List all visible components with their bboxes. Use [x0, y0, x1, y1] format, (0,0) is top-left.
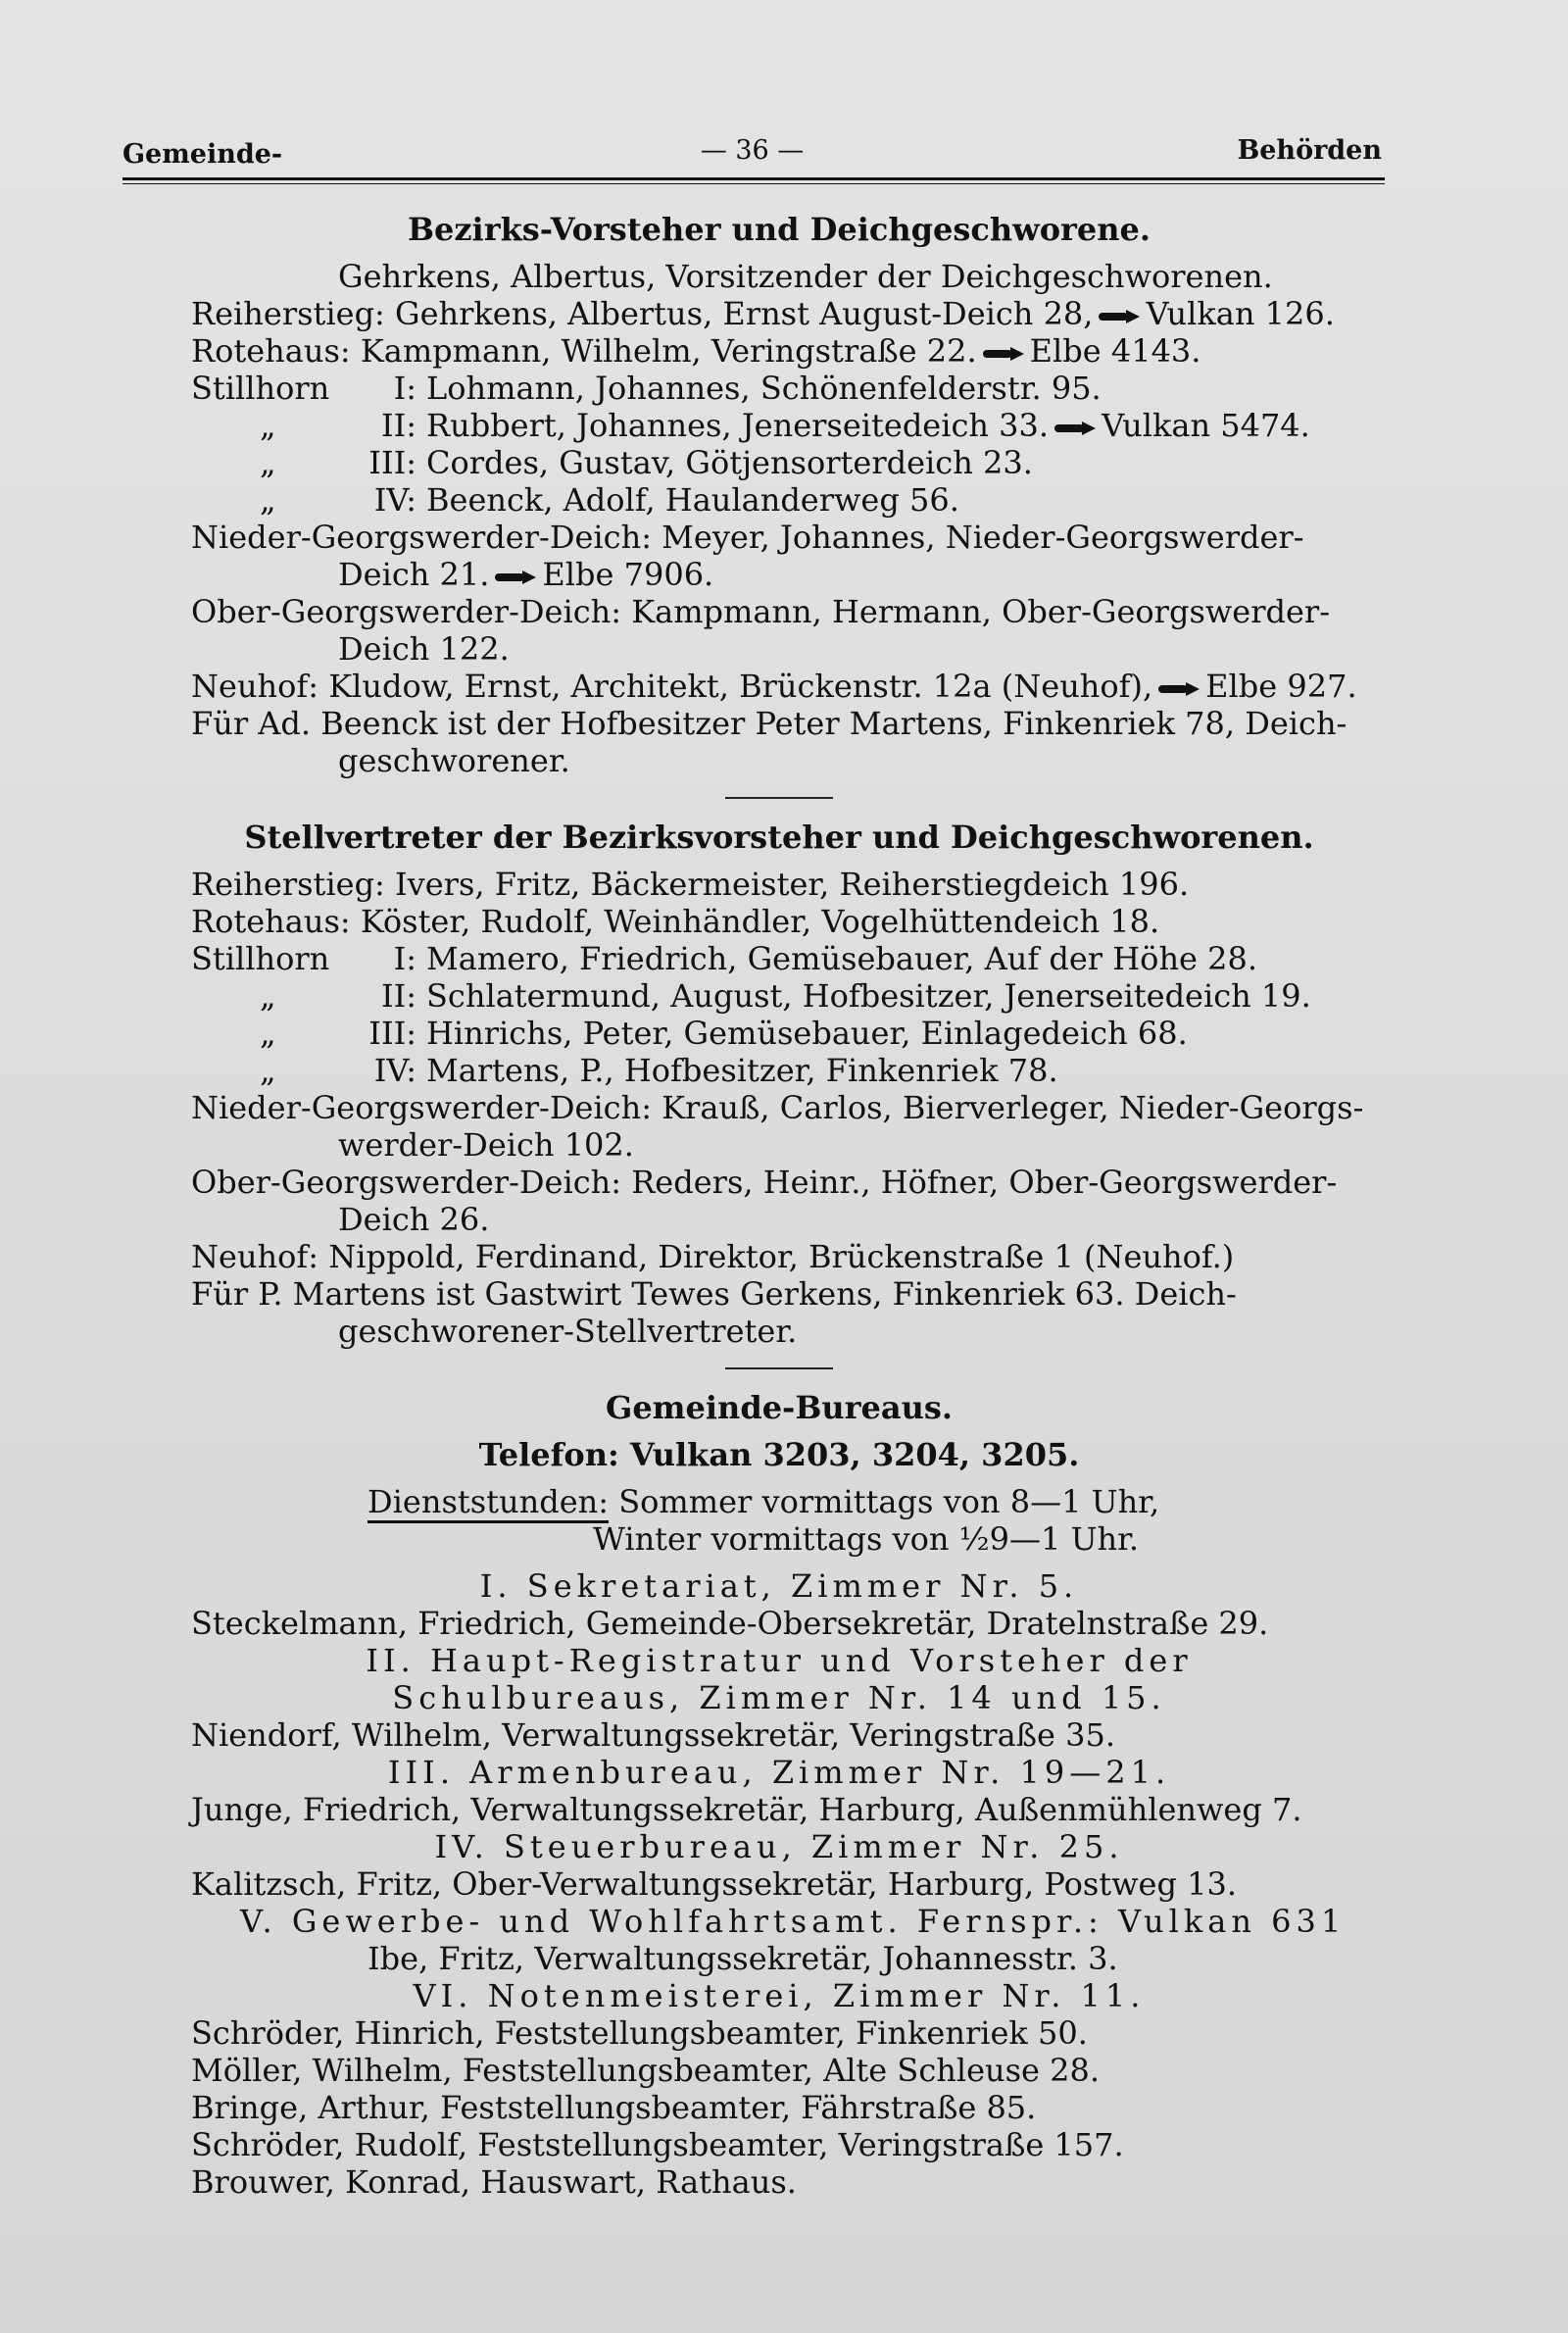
text-line: Rotehaus: Kampmann, Wilhelm, Veringstraße 22. Elbe 4143.	[191, 332, 1201, 370]
section-divider	[725, 797, 833, 799]
text-line: Niendorf, Wilhelm, Verwaltungssekretär, Veringstraße 35.	[191, 1716, 1116, 1754]
text-line: Rotehaus: Köster, Rudolf, Weinhändler, Vogelhüttendeich 18.	[191, 903, 1160, 940]
text-line: Schröder, Hinrich, Feststellungsbeamter, Finkenriek 50.	[191, 2014, 1088, 2052]
telephone-icon	[1054, 422, 1096, 435]
header-left: Gemeinde-	[122, 139, 283, 170]
header-right: Behörden	[1237, 135, 1382, 166]
text-line: „ II: Schlatermund, August, Hofbesitzer, Jenerseitedeich 19.	[260, 977, 1311, 1015]
subsection-title: IV. Steuerbureau, Zimmer Nr. 25.	[434, 1828, 1124, 1865]
office-hours: Dienststunden: Sommer vormittags von 8—1 Uhr,	[191, 1483, 1367, 1520]
section-title: Gemeinde-Bureaus.	[605, 1389, 954, 1426]
text-line: „ III: Cordes, Gustav, Götjensorterdeich 23.	[260, 444, 1033, 481]
text-line: Neuhof: Nippold, Ferdinand, Direktor, Brückenstraße 1 (Neuhof.)	[191, 1238, 1235, 1275]
text-line: Ober-Georgswerder-Deich: Reders, Heinr., Höfner, Ober-Georgswerder-	[191, 1164, 1338, 1201]
text-line: Möller, Wilhelm, Feststellungsbeamter, Alte Schleuse 28.	[191, 2052, 1101, 2089]
header-rule	[122, 177, 1385, 180]
text-line: werder-Deich 102.	[338, 1126, 634, 1164]
section-divider	[725, 1367, 833, 1369]
subsection-title: V. Gewerbe- und Wohlfahrtsamt. Fernspr.: Vulkan 631	[240, 1903, 1347, 1940]
subsection-title: Schulbureaus, Zimmer Nr. 14 und 15.	[392, 1679, 1166, 1716]
text-line: Für P. Martens ist Gastwirt Tewes Gerkens, Finkenriek 63. Deich-	[191, 1275, 1237, 1313]
text-line: Ober-Georgswerder-Deich: Kampmann, Hermann, Ober-Georgswerder-	[191, 593, 1331, 630]
text-line: Reiherstieg: Ivers, Fritz, Bäckermeister, Reiherstiegdeich 196.	[191, 866, 1190, 903]
text-line: Neuhof: Kludow, Ernst, Architekt, Brückenstr. 12a (Neuhof), Elbe 927.	[191, 668, 1357, 705]
telephone-icon	[495, 571, 536, 584]
subsection-title: III. Armenbureau, Zimmer Nr. 19—21.	[387, 1754, 1171, 1791]
page-number: — 36 —	[700, 135, 805, 166]
subsection-title: VI. Notenmeisterei, Zimmer Nr. 11.	[413, 1977, 1146, 2014]
text-line: Für Ad. Beenck ist der Hofbesitzer Peter Martens, Finkenriek 78, Deich-	[191, 705, 1348, 742]
text-line: Steckelmann, Friedrich, Gemeinde-Obersekretär, Dratelnstraße 29.	[191, 1605, 1269, 1642]
text-line: Bringe, Arthur, Feststellungsbeamter, Fährstraße 85.	[191, 2089, 1037, 2126]
text-line: „ IV: Martens, P., Hofbesitzer, Finkenriek 78.	[260, 1052, 1058, 1089]
text-line: Ibe, Fritz, Verwaltungssekretär, Johannesstr. 3.	[368, 1940, 1118, 1977]
text-line: „ III: Hinrichs, Peter, Gemüsebauer, Einlagedeich 68.	[260, 1015, 1188, 1052]
text-line: Gehrkens, Albertus, Vorsitzender der Deichgeschworenen.	[338, 258, 1273, 295]
page-header	[122, 135, 1382, 174]
text-line: Kalitzsch, Fritz, Ober-Verwaltungssekretär, Harburg, Postweg 13.	[191, 1865, 1237, 1903]
telephone-icon	[1099, 310, 1140, 323]
text-line: Stillhorn I: Lohmann, Johannes, Schönenfelderstr. 95.	[191, 370, 1102, 407]
text-line: Schröder, Rudolf, Feststellungsbeamter, Veringstraße 157.	[191, 2126, 1124, 2163]
text-line: Junge, Friedrich, Verwaltungssekretär, Harburg, Außenmühlenweg 7.	[191, 1791, 1302, 1828]
office-hours-label: Dienststunden:	[368, 1483, 609, 1523]
section-title: Bezirks-Vorsteher und Deichgeschworene.	[407, 211, 1152, 248]
header-rule-thin	[122, 183, 1385, 184]
text-line: Nieder-Georgswerder-Deich: Meyer, Johannes, Nieder-Georgswerder-	[191, 519, 1304, 556]
telefon-line: Telefon: Vulkan 3203, 3204, 3205.	[478, 1436, 1080, 1473]
subsection-title: II. Haupt-Registratur und Vorsteher der	[366, 1642, 1193, 1679]
section-title: Stellvertreter der Bezirksvorsteher und Deichgeschworenen.	[244, 819, 1314, 856]
text-line: „ IV: Beenck, Adolf, Haulanderweg 56.	[260, 481, 959, 519]
text-line: Reiherstieg: Gehrkens, Albertus, Ernst August-Deich 28, Vulkan 126.	[191, 295, 1335, 332]
office-hours-winter: Winter vormittags von ½9—1 Uhr.	[593, 1520, 1140, 1558]
text-line: Deich 122.	[338, 630, 510, 668]
telephone-icon	[1158, 682, 1200, 696]
text-line: Brouwer, Konrad, Hauswart, Rathaus.	[191, 2163, 797, 2201]
text-line: Deich 21. Elbe 7906.	[338, 556, 714, 593]
text-line: geschworener.	[338, 742, 570, 779]
text-line: Stillhorn I: Mamero, Friedrich, Gemüsebauer, Auf der Höhe 28.	[191, 940, 1258, 977]
text-line: Nieder-Georgswerder-Deich: Krauß, Carlos, Bierverleger, Nieder-Georgs-	[191, 1089, 1364, 1126]
text-line: geschworener-Stellvertreter.	[338, 1313, 798, 1350]
text-line: „ II: Rubbert, Johannes, Jenerseitedeich 33. Vulkan 5474.	[260, 407, 1310, 444]
text-line: Deich 26.	[338, 1201, 490, 1238]
subsection-title: I. Sekretariat, Zimmer Nr. 5.	[479, 1567, 1079, 1605]
telephone-icon	[983, 347, 1024, 361]
page-content	[191, 211, 1367, 2201]
